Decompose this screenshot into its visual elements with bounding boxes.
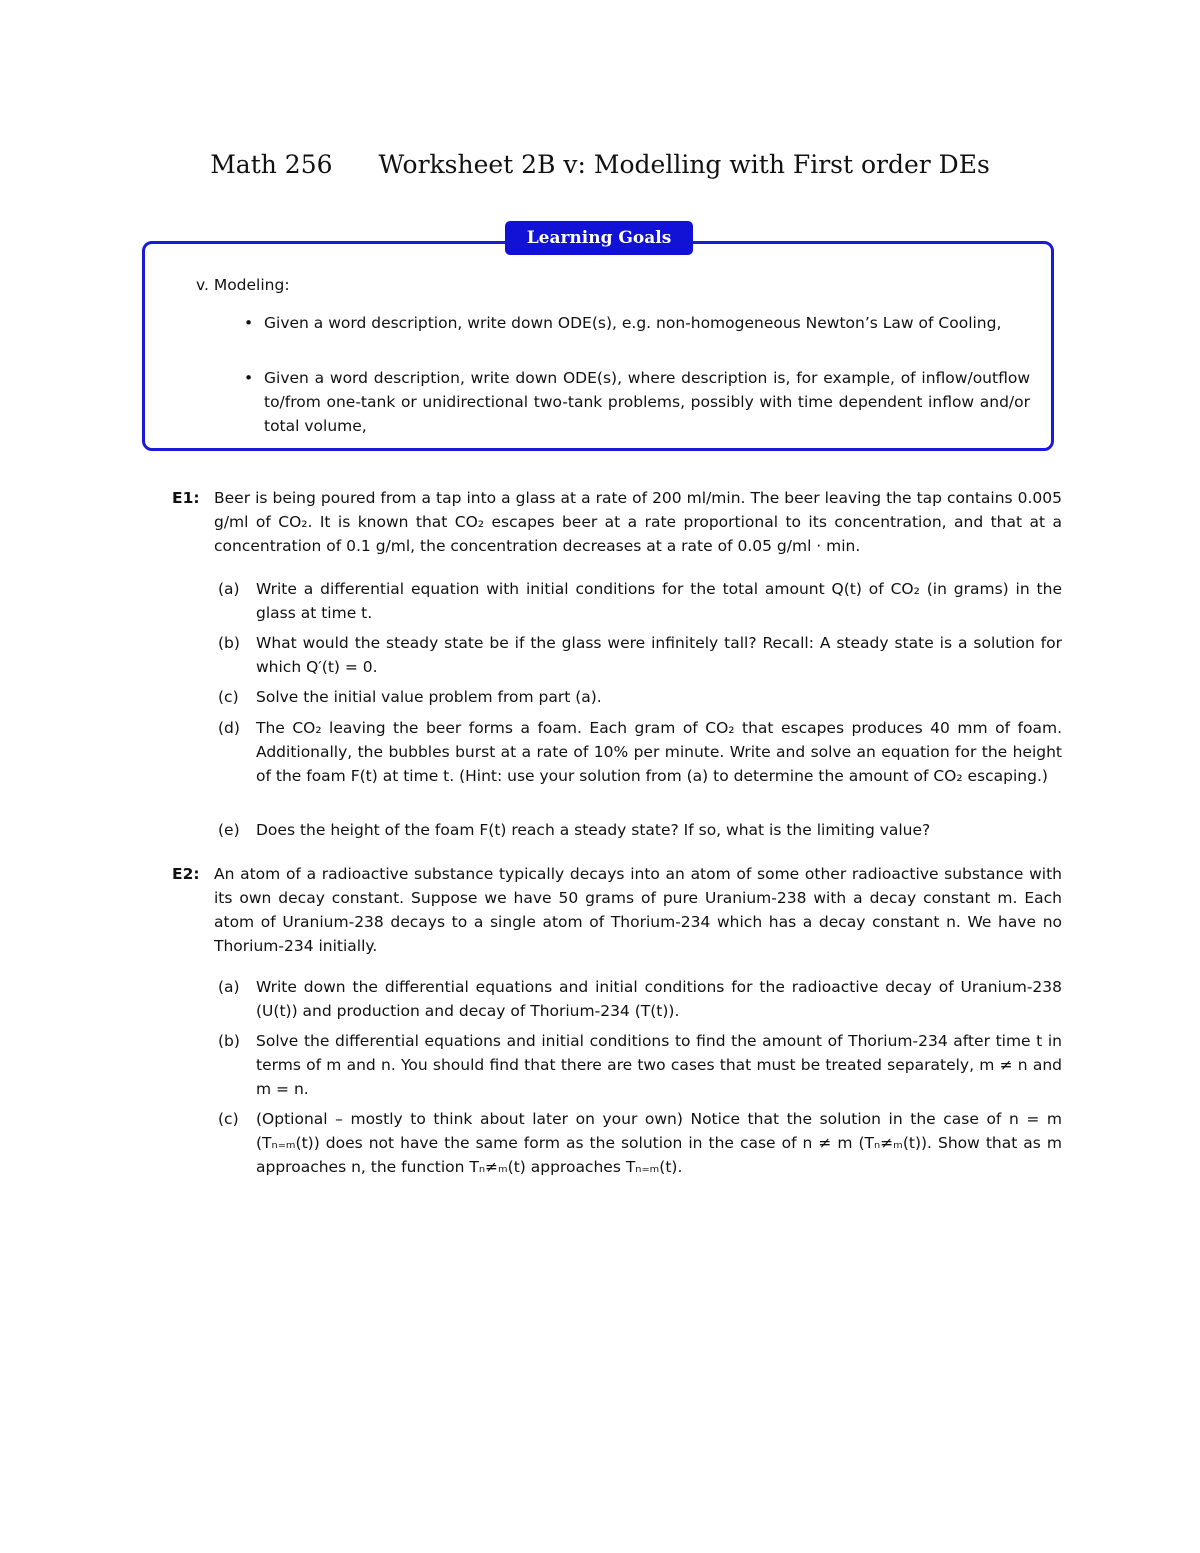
part-label: (c)	[218, 1110, 239, 1128]
exercise-label: E2:	[172, 865, 200, 883]
part-label: (a)	[218, 580, 240, 598]
page-title	[0, 150, 1200, 179]
part-label: (e)	[218, 821, 240, 839]
course-name: Math 256	[210, 150, 333, 179]
part-text: Write down the differential equations and initial conditions for the radioactive decay of Uranium-238 (U(t)) and production and decay of Thorium-234 (T(t)).	[256, 978, 1062, 1020]
bullet-icon: •	[244, 369, 254, 387]
bullet-icon: •	[244, 314, 254, 332]
learning-goals-heading: v. Modeling:	[196, 276, 290, 294]
part-text: Does the height of the foam F(t) reach a steady state? If so, what is the limiting value?	[256, 821, 931, 839]
worksheet-title: Worksheet 2B v: Modelling with First order DEs	[378, 150, 990, 179]
part-text: (Optional – mostly to think about later on your own) Notice that the solution in the case of n = m (Tₙ₌ₘ(t)) does not have the same form as the solution in the case of n ≠ m (Tₙ≠ₘ(t)). Show that as m approaches n, the function Tₙ≠ₘ(t) approaches Tₙ₌ₘ(t).	[256, 1110, 1062, 1176]
part-text: The CO₂ leaving the beer forms a foam. Each gram of CO₂ that escapes produces 40 mm of foam. Additionally, the bubbles burst at a rate of 10% per minute. Write and solve an equation for the height of the foam F(t) at time t. (Hint: use your solution from (a) to determine the amount of CO₂ escaping.)	[256, 719, 1062, 785]
part-label: (d)	[218, 719, 240, 737]
exercise-intro: An atom of a radioactive substance typically decays into an atom of some other radioactive substance with its own decay constant. Suppose we have 50 grams of pure Uranium-238 with a decay constant m. Each atom of Uranium-238 decays to a single atom of Thorium-234 which has a decay constant n. We have no Thorium-234 initially.	[214, 865, 1062, 955]
exercise-intro: Beer is being poured from a tap into a glass at a rate of 200 ml/min. The beer leaving the tap contains 0.005 g/ml of CO₂. It is known that CO₂ escapes beer at a rate proportional to its concentration, and that at a concentration of 0.1 g/ml, the concentration decreases at a rate of 0.05 g/ml · min.	[214, 489, 1062, 555]
exercise-label: E1:	[172, 489, 200, 507]
part-label: (a)	[218, 978, 240, 996]
part-text: What would the steady state be if the glass were infinitely tall? Recall: A steady state is a solution for which Q′(t) = 0.	[256, 634, 1062, 676]
part-text: Solve the differential equations and initial conditions to find the amount of Thorium-234 after time t in terms of m and n. You should find that there are two cases that must be treated separately, m ≠ n and m = n.	[256, 1032, 1062, 1098]
learning-goals-tag: Learning Goals	[505, 221, 693, 255]
learning-goal-item: Given a word description, write down ODE(s), e.g. non-homogeneous Newton’s Law of Cooling,	[264, 314, 1002, 332]
learning-goal-item: Given a word description, write down ODE(s), where description is, for example, of inflow/outflow to/from one-tank or unidirectional two-tank problems, possibly with time dependent inflow and/or total volume,	[264, 369, 1030, 435]
part-label: (b)	[218, 634, 240, 652]
part-text: Write a differential equation with initial conditions for the total amount Q(t) of CO₂ (in grams) in the glass at time t.	[256, 580, 1062, 622]
part-label: (b)	[218, 1032, 240, 1050]
part-label: (c)	[218, 688, 239, 706]
part-text: Solve the initial value problem from part (a).	[256, 688, 602, 706]
